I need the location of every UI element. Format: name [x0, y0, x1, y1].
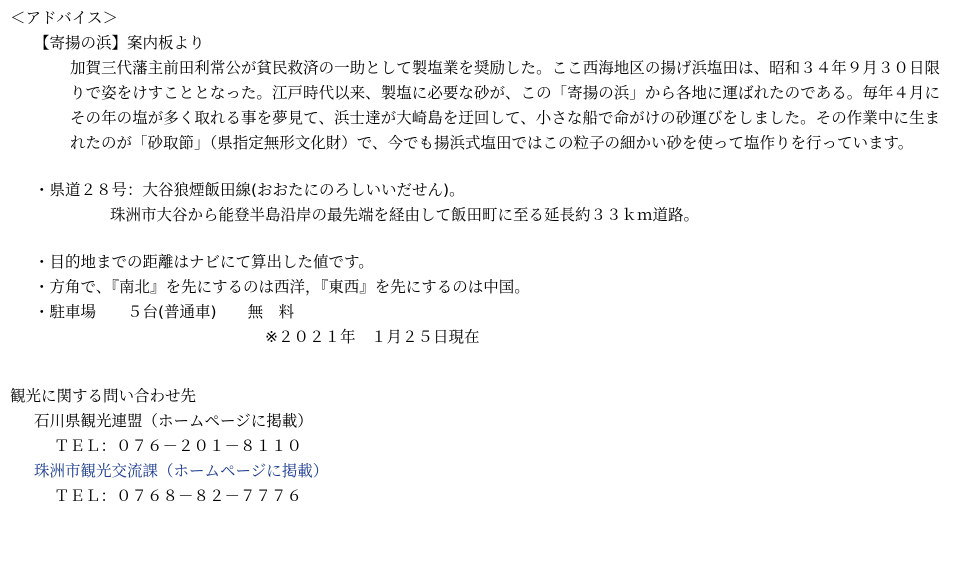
note-distance: ・目的地までの距離はナビにて算出した値です。	[34, 253, 374, 271]
spacer-after-sign	[10, 156, 954, 178]
contact-ishikawa-name: 石川県観光連盟（ホームページに掲載）	[34, 412, 313, 430]
note-parking: ・駐車場 ５台(普通車) 無 料	[34, 303, 295, 321]
note-as-of-date: ※２０２１年 １月２５日現在	[265, 328, 480, 346]
sign-body-text: 加賀三代藩主前田利常公が貧民救済の一助として製塩業を奨励した。ここ西海地区の揚げ浜塩田は、昭和３４年９月３０日限りで姿をけすこととなった。江戸時代以来、製塩に必要な砂が、この「寄揚の浜」から各地に運ばれたのである。毎年４月にその年の塩が多く取れる事を夢見て、浜士達が大崎島を迂回して、小さな船で命がけの砂運びをしました。その作業中に生まれたのが「砂取節」（県指定無形文化財）で、今でも揚浜式塩田ではこの粒子の細かい砂を使って塩作りを行っています。	[70, 59, 940, 152]
route-number-line: ・県道２８号：大谷狼煙飯田線(おおたにのろしいいだせん)。	[34, 181, 465, 199]
contact-heading: 観光に関する問い合わせ先	[10, 387, 197, 405]
advice-heading: ＜アドバイス＞	[10, 9, 119, 27]
contact-suzu-name[interactable]: 珠洲市観光交流課（ホームページに掲載）	[34, 462, 329, 480]
spacer-after-route	[10, 228, 954, 250]
spacer-before-contact	[10, 350, 954, 384]
contact-ishikawa-tel: ＴＥＬ：０７６－２０１－８１１０	[54, 437, 303, 455]
contact-suzu-tel: ＴＥＬ：０７６８－８２－７７７６	[54, 487, 303, 505]
sign-title: 【寄揚の浜】案内板より	[34, 34, 205, 52]
route-detail-line: 珠洲市大谷から能登半島沿岸の最先端を経由して飯田町に至る延長約３３ｋｍ道路。	[110, 206, 700, 224]
note-direction: ・方角で、『南北』を先にするのは西洋，『東西』を先にするのは中国。	[34, 278, 530, 296]
